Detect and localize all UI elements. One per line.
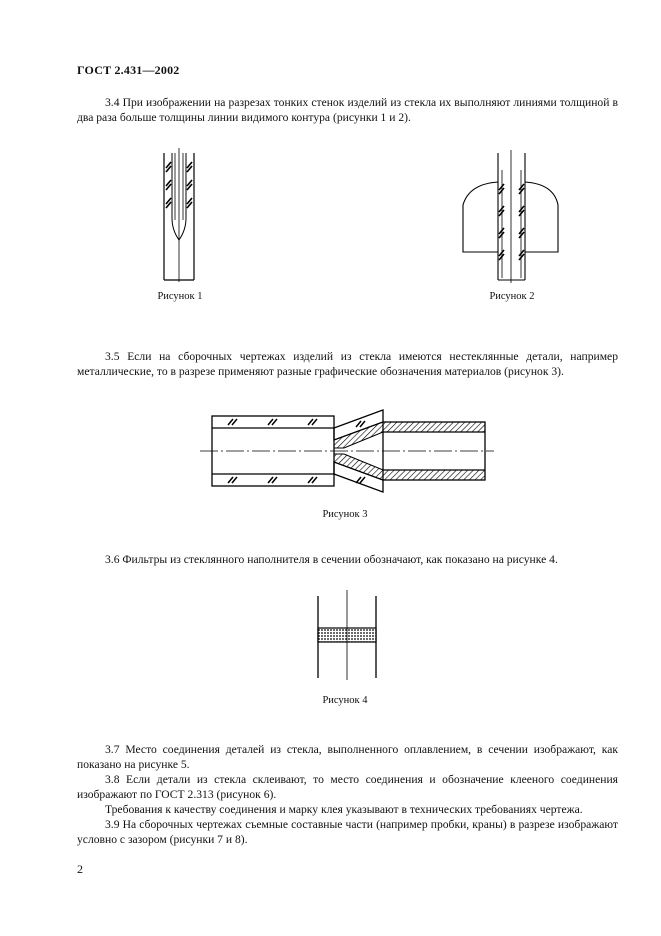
- paragraph-3-8-text: 3.8 Если детали из стекла склеивают, то место соединения и обозначение клееного соединения изображают по ГОСТ 2.313 (рисунок 6).: [77, 773, 618, 801]
- page-number: 2: [77, 862, 83, 876]
- document-header: ГОСТ 2.431—2002: [77, 63, 180, 77]
- paragraph-3-4: [77, 95, 618, 125]
- figure-3-drawing: [198, 400, 498, 502]
- paragraph-3-4-text: 3.4 При изображении на разрезах тонких стенок изделий из стекла их выполняют линиями толщиной в два раза больше толщины линии видимого контура (рисунки 1 и 2).: [77, 96, 618, 124]
- figure-1-caption: Рисунок 1: [157, 291, 203, 302]
- figure-4-drawing: [312, 590, 382, 680]
- paragraph-3-8b-text: Требования к качеству соединения и марку клея указывают в технических требованиях чертежа.: [105, 803, 583, 816]
- paragraph-3-9-text: 3.9 На сборочных чертежах съемные составные части (например пробки, краны) в разрезе изображают условно с зазором (рисунки 7 и 8).: [77, 818, 618, 846]
- figure-4-caption: Рисунок 4: [322, 695, 368, 706]
- figure-2-caption: Рисунок 2: [489, 291, 535, 302]
- paragraph-3-7-text: 3.7 Место соединения деталей из стекла, выполненного оплавлением, в сечении изображают, как показано на рисунке 5.: [77, 743, 618, 771]
- figure-3-caption: Рисунок 3: [322, 509, 368, 520]
- paragraph-3-5: [77, 349, 618, 379]
- paragraph-3-5-text: 3.5 Если на сборочных чертежах изделий из стекла имеются нестеклянные детали, например металлические, то в разрезе применяют разные графические обозначения материалов (рисунок 3).: [77, 350, 618, 378]
- paragraph-3-6-text: 3.6 Фильтры из стеклянного наполнителя в сечении обозначают, как показано на рисунке 4.: [105, 553, 558, 566]
- figure-2-drawing: [455, 150, 565, 285]
- paragraph-3-6: [77, 552, 618, 567]
- figure-1-drawing: [150, 148, 210, 283]
- paragraphs-3-7-to-3-9: [77, 742, 618, 847]
